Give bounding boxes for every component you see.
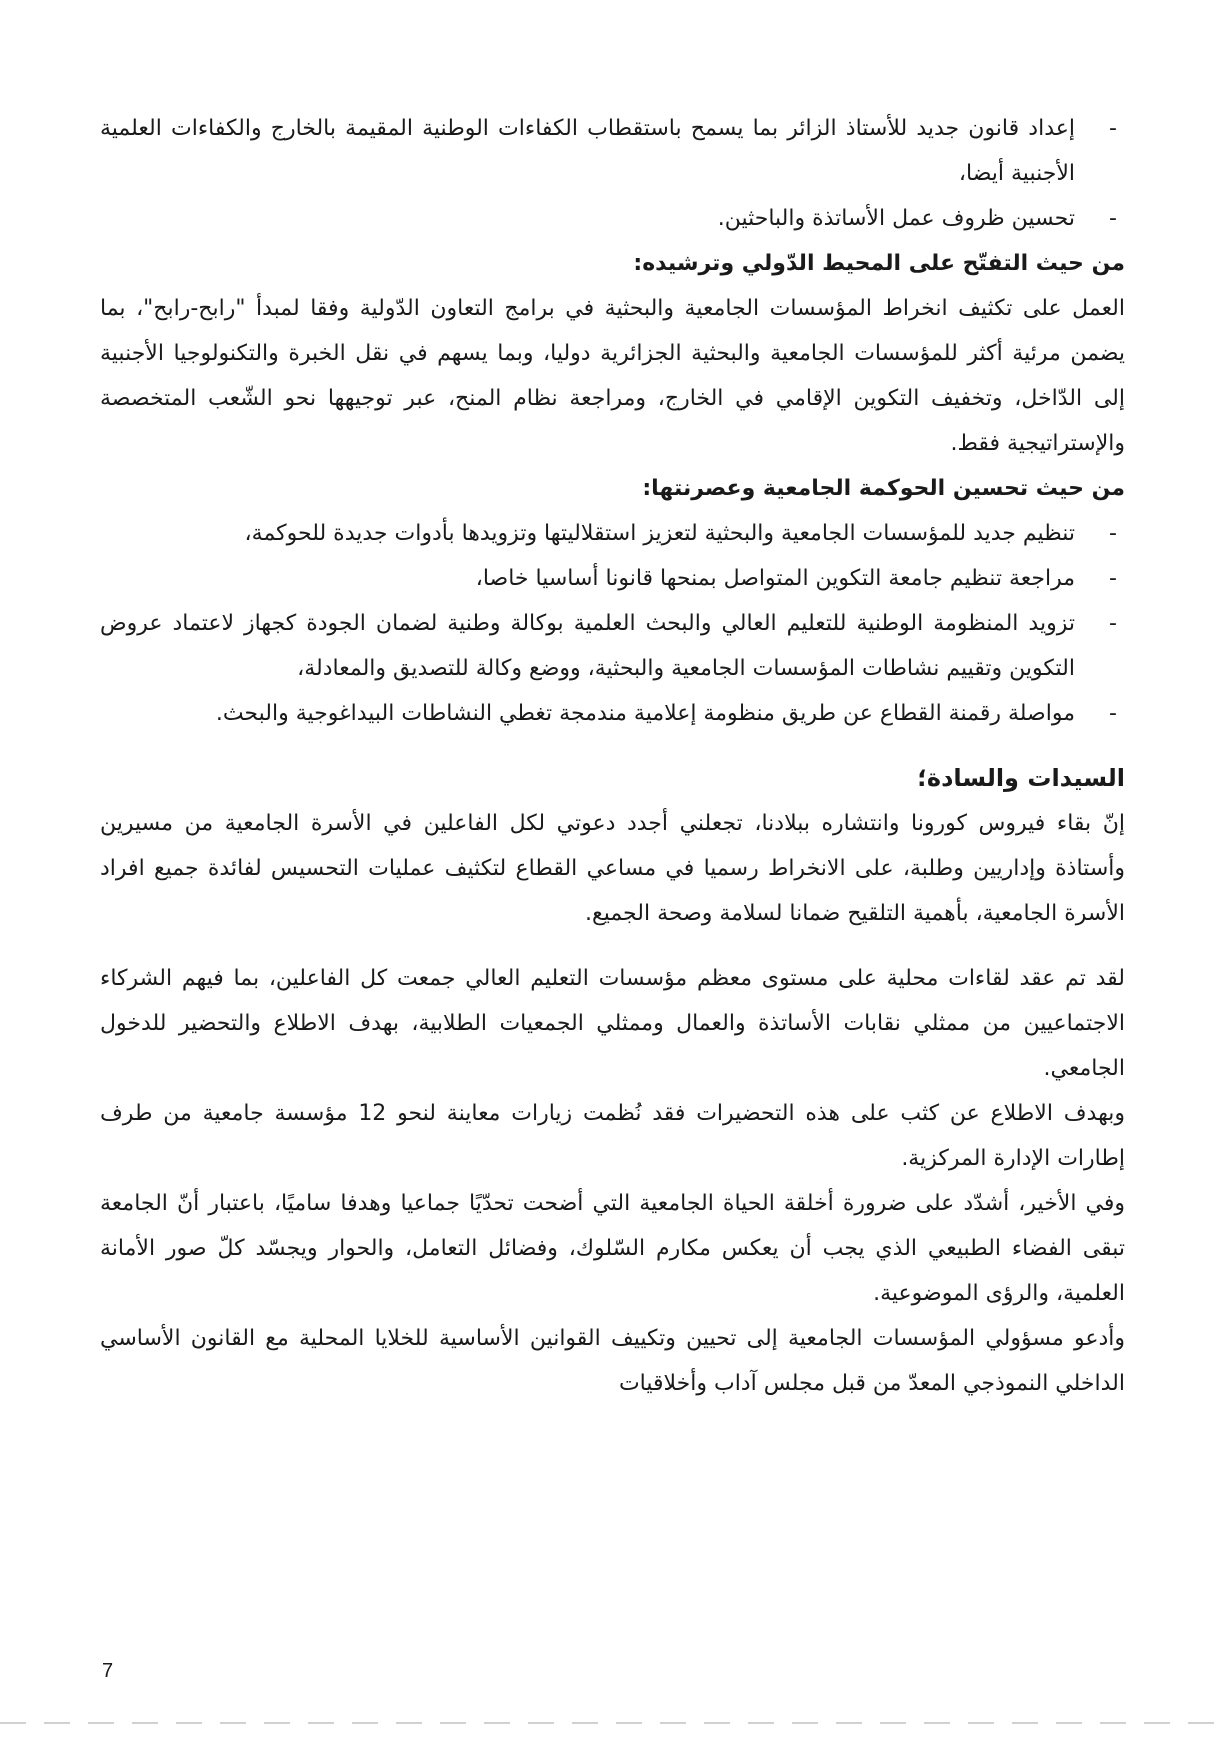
bullet-dash: - [1109,521,1117,546]
list-item [100,691,1125,736]
bullet-dash: - [1109,566,1117,591]
spacer [100,936,1125,956]
page-number: 7 [102,1660,114,1682]
paragraph-meetings: لقد تم عقد لقاءات محلية على مستوى معظم مؤسسات التعليم العالي جمعت كل الفاعلين، بما فيهم الشركاء الاجتماعيين من ممثلي نقابات الأساتذة والعمال وممثلي الجمعيات الطلابية، بهدف الاطلاع والتحضير للدخول الجامعي. [100,966,1125,1081]
list-item-text: مواصلة رقمنة القطاع عن طريق منظومة إعلامية مندمجة تغطي النشاطات البيداغوجية والبحث. [215,701,1075,726]
list-item-text: إعداد قانون جديد للأستاذ الزائر بما يسمح باستقطاب الكفاءات الوطنية المقيمة بالخارج والكفاءات العلمية الأجنبية أيضا، [100,116,1075,186]
section-heading-governance: من حيث تحسين الحوكمة الجامعية وعصرنتها: [642,476,1125,501]
list-item [100,601,1125,691]
paragraph-call: وأدعو مسؤولي المؤسسات الجامعية إلى تحيين وتكييف القوانين الأساسية للخلايا المحلية مع القانون الأساسي الداخلي النموذجي المعدّ من قبل مجلس آداب وأخلاقيات [100,1326,1125,1396]
list-item-text: تحسين ظروف عمل الأساتذة والباحثين. [717,206,1075,231]
bullet-dash: - [1109,701,1117,726]
list-item-text: مراجعة تنظيم جامعة التكوين المتواصل بمنحها قانونا أساسيا خاصا، [475,566,1075,591]
list-item-text: تزويد المنظومة الوطنية للتعليم العالي والبحث العلمية بوكالة وطنية لضمان الجودة كجهاز لاعتماد عروض التكوين وتقييم نشاطات المؤسسات الجامعية والبحثية، ووضع وكالة للتصديق والمعادلة، [100,611,1075,681]
list-item [100,511,1125,556]
paragraph-international: العمل على تكثيف انخراط المؤسسات الجامعية والبحثية في برامج التعاون الدّولية وفقا لمبدأ "رابح-رابح"، بما يضمن مرئية أكثر للمؤسسات الجامعية والبحثية الجزائرية دوليا، وبما يسهم في نقل الخبرة والتكنولوجيا الأجنبية إلى الدّاخل، وتخفيف التكوين الإقامي في الخارج، ومراجعة نظام المنح، عبر توجيهها نحو الشّعب المتخصصة والإستراتيجية فقط. [100,296,1125,456]
list-item [100,196,1125,241]
address-heading: السيدات والسادة؛ [917,764,1125,792]
list-item [100,106,1125,196]
bullet-dash: - [1109,611,1117,636]
paragraph-visits: وبهدف الاطلاع عن كثب على هذه التحضيرات فقد نُظمت زيارات معاينة لنحو 12 مؤسسة جامعية من طرف إطارات الإدارة المركزية. [100,1101,1125,1171]
paragraph-ethics: وفي الأخير، أشدّد على ضرورة أخلقة الحياة الجامعية التي أضحت تحدّيًا جماعيا وهدفا ساميًا، باعتبار أنّ الجامعة تبقى الفضاء الطبيعي الذي يجب أن يعكس مكارم السّلوك، وفضائل التعامل، والحوار ويجسّد كلّ صور الأمانة العلمية، والرؤى الموضوعية. [100,1191,1125,1306]
paragraph-covid: إنّ بقاء فيروس كورونا وانتشاره ببلادنا، تجعلني أجدد دعوتي لكل الفاعلين في الأسرة الجامعية من مسيرين وأستاذة وإداريين وطلبة، على الانخراط رسميا في مساعي القطاع لتكثيف عمليات التحسيس لفائدة جميع افراد الأسرة الجامعية، بأهمية التلقيح ضمانا لسلامة وصحة الجميع. [100,811,1125,926]
list-item [100,556,1125,601]
document-body [100,106,1125,1406]
spacer [100,736,1125,756]
list-item-text: تنظيم جديد للمؤسسات الجامعية والبحثية لتعزيز استقلاليتها وتزويدها بأدوات جديدة للحوكمة، [244,521,1075,546]
scan-artifact-divider [0,1722,1229,1724]
bullet-dash: - [1109,116,1117,141]
section-heading-international: من حيث التفتّح على المحيط الدّولي وترشيده: [633,251,1125,276]
bullet-dash: - [1109,206,1117,231]
